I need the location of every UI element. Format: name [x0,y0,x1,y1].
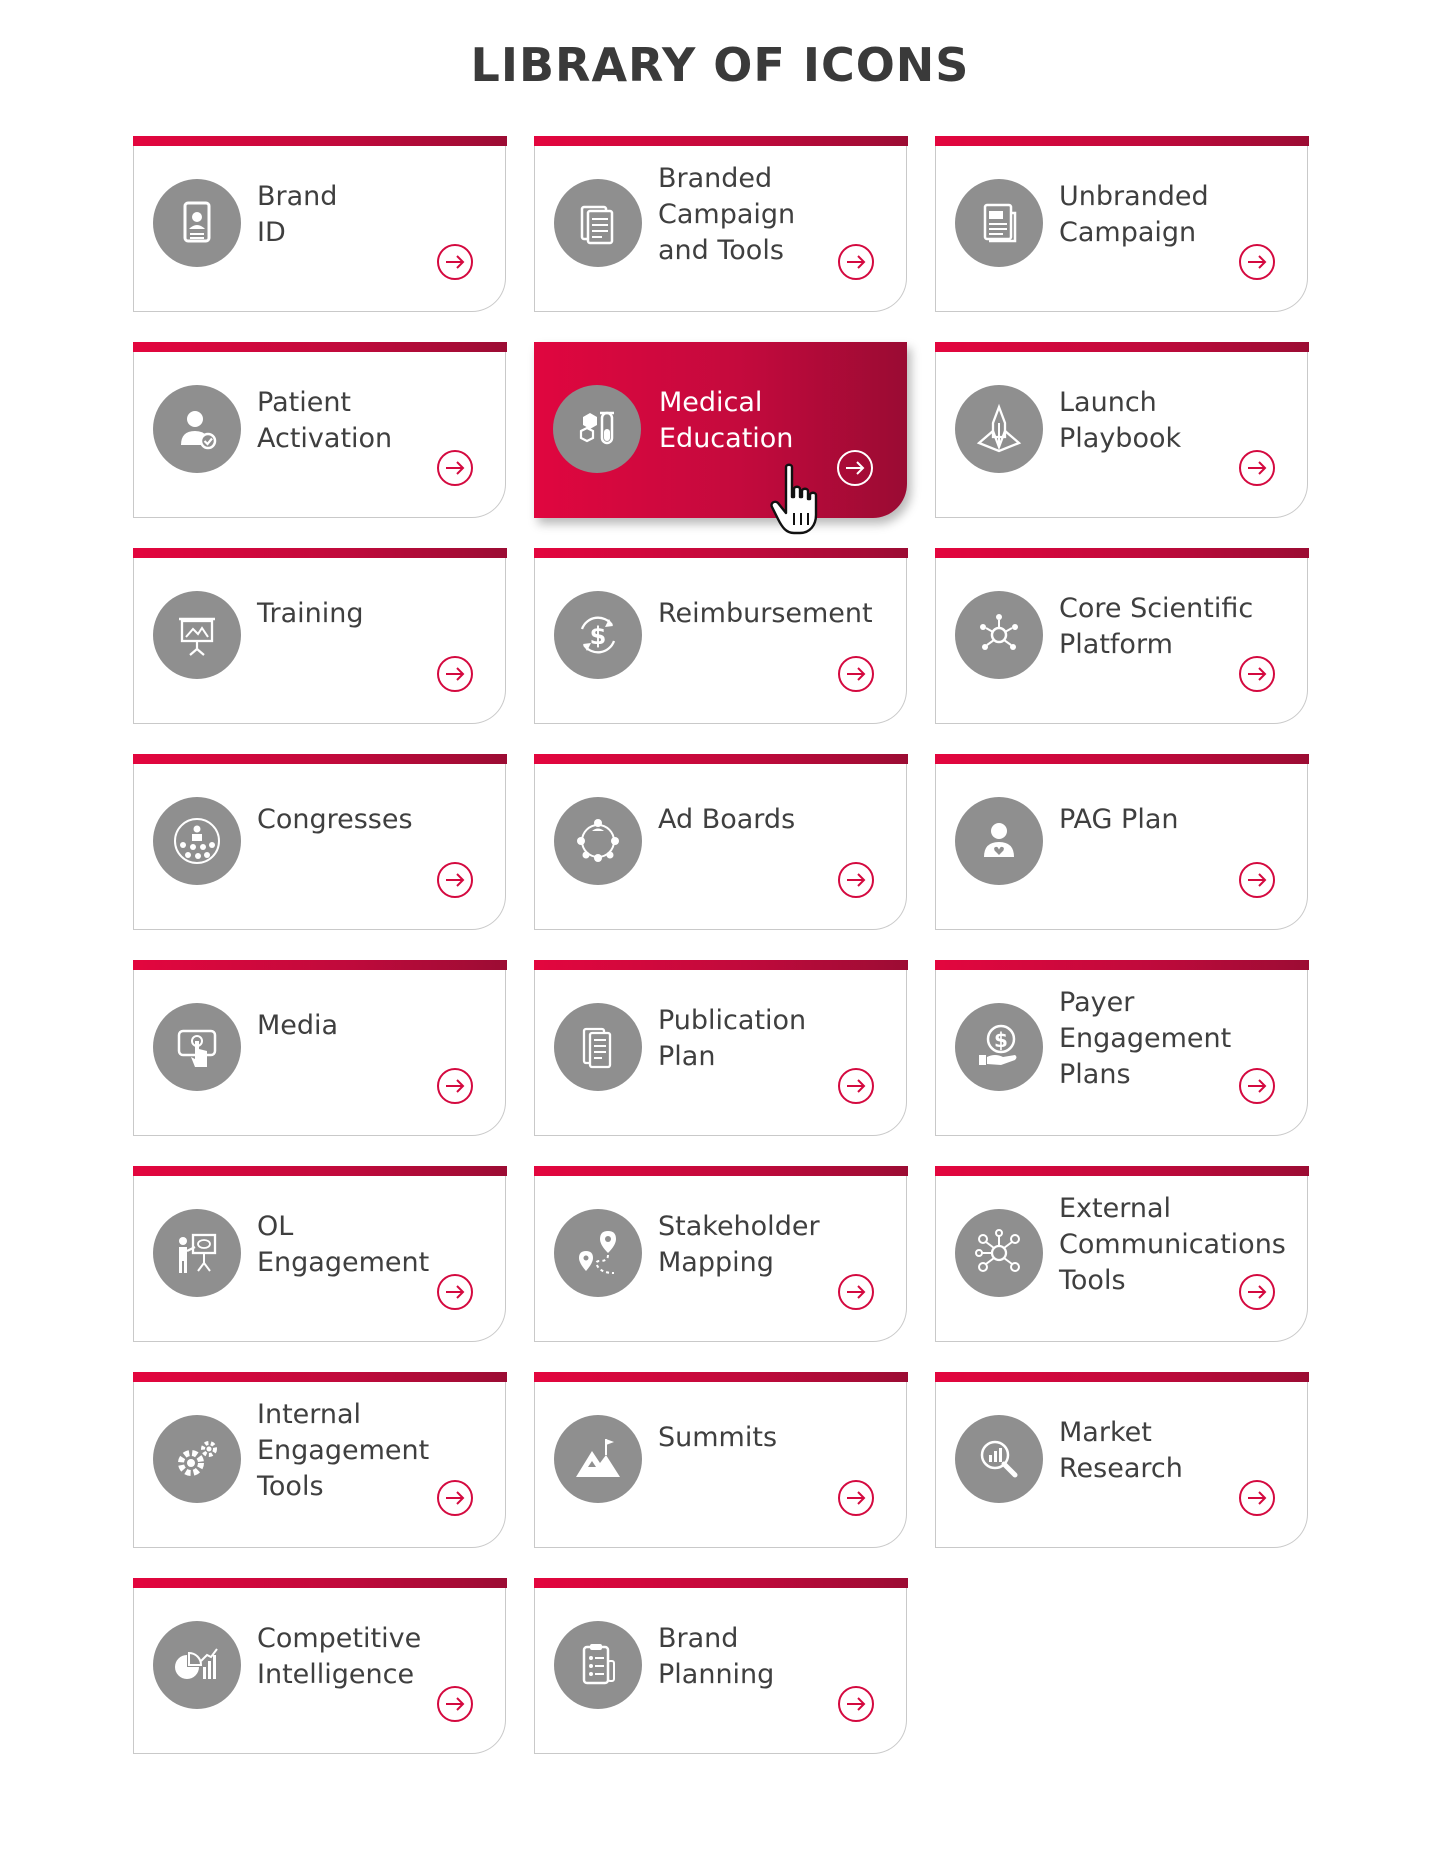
card-media[interactable] [133,960,506,1136]
card-label: OL Engagement [257,1211,430,1278]
card-ad-boards[interactable] [534,754,907,930]
arrow-right-circle-icon[interactable] [836,654,876,694]
arrow-right-circle-icon[interactable] [1237,1272,1277,1312]
card-top-accent-bar [534,960,908,970]
card-launch-playbook[interactable] [935,342,1308,518]
arrow-right-circle-icon[interactable] [435,1478,475,1518]
card-branded-campaign-and-tools[interactable] [534,136,907,312]
card-competitive-intelligence[interactable] [133,1578,506,1754]
card-label: Market Research [1059,1417,1183,1484]
arrow-right-circle-icon[interactable] [435,242,475,282]
id-badge-icon [153,179,241,267]
rocket-launch-icon [955,385,1043,473]
people-circle-icon [554,797,642,885]
card-label: Ad Boards [658,804,796,835]
card-top-accent-bar [935,342,1309,352]
arrow-right-circle-icon[interactable] [1237,1066,1277,1106]
card-top-accent-bar [534,136,908,146]
arrow-right-circle-icon[interactable] [836,242,876,282]
card-label: Branded Campaign and Tools [658,163,796,266]
card-top-accent-bar [935,136,1309,146]
card-top-accent-bar [133,136,507,146]
card-label: Medical Education [659,387,794,454]
card-top-accent-bar [133,1372,507,1382]
card-label: Publication Plan [658,1005,807,1072]
dollar-hand-icon [955,1003,1043,1091]
card-label: Congresses [257,804,413,835]
card-training[interactable] [133,548,506,724]
card-top-accent-bar [534,1372,908,1382]
tablet-touch-icon [153,1003,241,1091]
card-top-accent-bar [133,1578,507,1588]
arrow-right-circle-icon[interactable] [1237,242,1277,282]
card-label: Unbranded Campaign [1059,181,1209,248]
arrow-right-circle-icon[interactable] [435,1684,475,1724]
card-core-scientific-platform[interactable] [935,548,1308,724]
card-top-accent-bar [534,1578,908,1588]
hub-network-icon [955,1209,1043,1297]
card-congresses[interactable] [133,754,506,930]
card-label: Patient Activation [257,387,393,454]
mountain-flag-icon [554,1415,642,1503]
gears-icon [153,1415,241,1503]
arrow-right-circle-icon[interactable] [1237,860,1277,900]
card-summits[interactable] [534,1372,907,1548]
dollar-cycle-icon [554,591,642,679]
presentation-board-icon [153,591,241,679]
svg-text:$: $ [994,1028,1008,1052]
card-medical-education[interactable] [534,342,907,518]
card-label: PAG Plan [1059,804,1179,835]
card-label: Training [257,598,364,629]
card-ol-engagement[interactable] [133,1166,506,1342]
card-label: Competitive Intelligence [257,1623,422,1690]
card-internal-engagement-tools[interactable] [133,1372,506,1548]
card-label: Brand ID [257,181,338,248]
card-label: Brand Planning [658,1623,775,1690]
card-label: Launch Playbook [1059,387,1182,454]
card-top-accent-bar [935,754,1309,764]
card-top-accent-bar [534,1166,908,1176]
card-label: Core Scientific Platform [1059,593,1254,660]
arrow-right-circle-icon[interactable] [435,860,475,900]
card-label: Stakeholder Mapping [658,1211,820,1278]
network-node-icon [955,591,1043,679]
arrow-right-circle-icon[interactable] [836,1684,876,1724]
card-top-accent-bar [133,960,507,970]
card-publication-plan[interactable] [534,960,907,1136]
person-heart-icon [955,797,1043,885]
card-brand-planning[interactable] [534,1578,907,1754]
card-label: Summits [658,1422,778,1453]
card-top-accent-bar [935,960,1309,970]
icon-library-grid [133,136,1308,1754]
card-label: Payer Engagement Plans [1059,987,1232,1090]
card-market-research[interactable] [935,1372,1308,1548]
map-pin-route-icon [554,1209,642,1297]
arrow-right-circle-icon[interactable] [1237,448,1277,488]
card-pag-plan[interactable] [935,754,1308,930]
card-top-accent-bar [133,548,507,558]
card-external-communications-tools[interactable] [935,1166,1308,1342]
arrow-right-circle-icon[interactable] [836,1478,876,1518]
arrow-right-circle-icon[interactable] [836,860,876,900]
card-top-accent-bar [133,754,507,764]
card-label: Reimbursement [658,598,873,629]
arrow-right-circle-icon[interactable] [435,1066,475,1106]
card-top-accent-bar [935,1372,1309,1382]
arrow-right-circle-icon[interactable] [1237,1478,1277,1518]
card-patient-activation[interactable] [133,342,506,518]
arrow-right-circle-icon[interactable] [835,448,875,488]
card-label: Internal Engagement Tools [257,1399,430,1502]
publication-icon [554,1003,642,1091]
card-payer-engagement-plans[interactable] [935,960,1308,1136]
hand-cursor-icon [768,463,828,539]
pie-bar-chart-icon [153,1621,241,1709]
arrow-right-circle-icon[interactable] [435,1272,475,1312]
speaker-audience-icon [153,797,241,885]
presenter-icon [153,1209,241,1297]
card-top-accent-bar [935,548,1309,558]
newspaper-icon [955,179,1043,267]
arrow-right-circle-icon[interactable] [435,448,475,488]
arrow-right-circle-icon[interactable] [836,1272,876,1312]
patient-check-icon [153,385,241,473]
arrow-right-circle-icon[interactable] [1237,654,1277,694]
clipboard-plan-icon [554,1621,642,1709]
documents-icon [554,179,642,267]
card-top-accent-bar [133,342,507,352]
arrow-right-circle-icon[interactable] [435,654,475,694]
magnify-chart-icon [955,1415,1043,1503]
card-unbranded-campaign[interactable] [935,136,1308,312]
card-label: Media [257,1010,339,1041]
card-top-accent-bar [534,548,908,558]
card-top-accent-bar [935,1166,1309,1176]
card-label: External Communications Tools [1059,1193,1286,1296]
card-brand-id[interactable] [133,136,506,312]
card-top-accent-bar [133,1166,507,1176]
card-top-accent-bar [534,754,908,764]
card-stakeholder-mapping[interactable] [534,1166,907,1342]
svg-text:$: $ [589,622,607,650]
arrow-right-circle-icon[interactable] [836,1066,876,1106]
molecule-testtube-icon [553,385,641,473]
card-reimbursement[interactable] [534,548,907,724]
page-title: LIBRARY OF ICONS [470,38,970,92]
